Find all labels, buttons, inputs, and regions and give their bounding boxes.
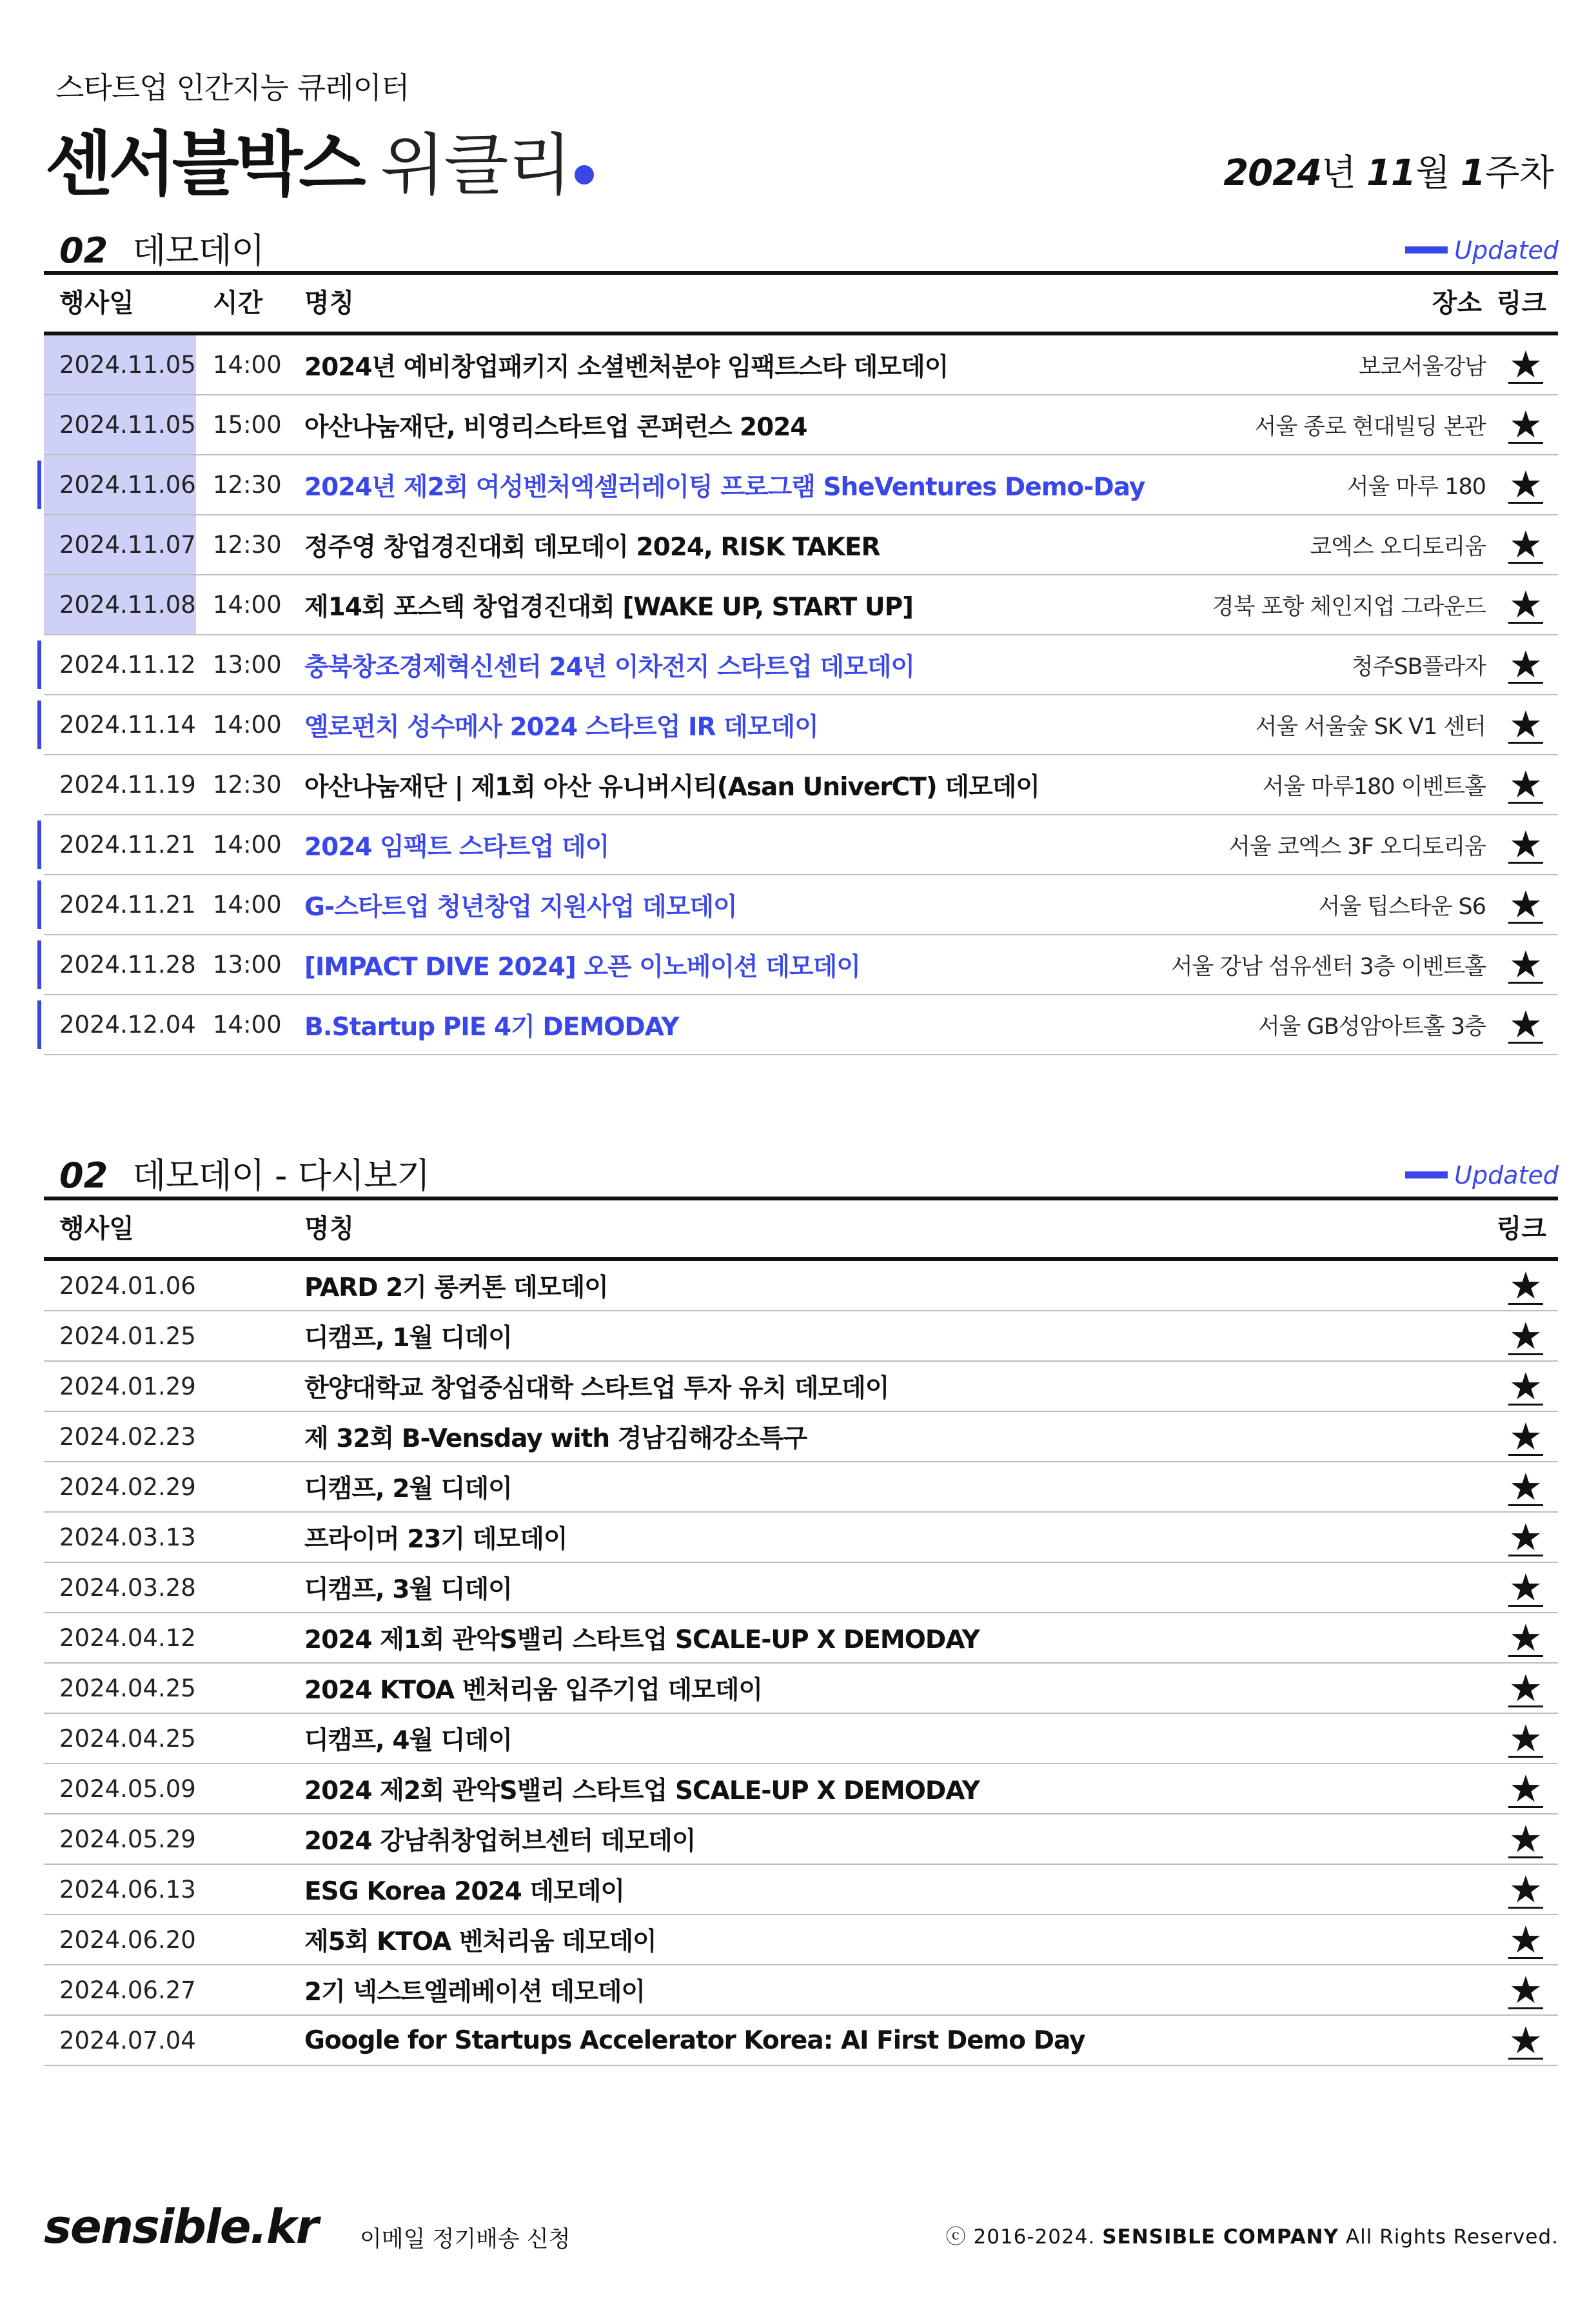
event-time: 13:00 <box>213 951 282 979</box>
table-row <box>44 695 1558 755</box>
event-date: 2024.11.08 <box>44 575 196 634</box>
link-star-icon[interactable]: ★ <box>1506 1261 1545 1310</box>
header-subtitle: 스타트업 인간지능 큐레이터 <box>55 70 409 105</box>
event-name: 아산나눔재단, 비영리스타트업 콘퍼런스 2024 <box>304 412 807 442</box>
link-star-icon[interactable]: ★ <box>1506 575 1545 634</box>
event-date: 2024.03.28 <box>59 1573 196 1602</box>
link-star-icon[interactable]: ★ <box>1506 875 1545 934</box>
week-label: 2024년 11월 1주차 <box>1223 152 1553 194</box>
event-date: 2024.06.13 <box>59 1875 196 1903</box>
new-marker <box>37 820 41 869</box>
event-date: 2024.05.29 <box>59 1825 196 1853</box>
event-name[interactable]: 2024년 제2회 여성벤처엑셀러레이팅 프로그램 SheVentures Demo-Day <box>304 472 1145 502</box>
link-star-icon[interactable]: ★ <box>1506 1412 1545 1461</box>
event-name: 디캠프, 2월 디데이 <box>304 1475 512 1504</box>
event-date: 2024.06.27 <box>59 1976 196 2004</box>
demoday-table-header: 행사일 시간 명칭 장소 링크 <box>44 271 1558 335</box>
table-row <box>44 1513 1558 1563</box>
link-star-icon[interactable]: ★ <box>1506 1513 1545 1562</box>
event-date: 2024.01.06 <box>59 1271 196 1300</box>
section1-updated-badge: Updated <box>1405 236 1559 264</box>
table-row <box>44 2016 1558 2066</box>
section2-title: 02 데모데이 - 다시보기 <box>59 1155 430 1196</box>
event-name: 2024 제2회 관악S밸리 스타트업 SCALE-UP X DEMODAY <box>304 1776 980 1805</box>
event-date: 2024.11.05 <box>44 335 196 394</box>
event-name: 2기 넥스트엘레베이션 데모데이 <box>304 1978 645 2007</box>
demoday-table <box>44 271 1558 1055</box>
link-star-icon[interactable]: ★ <box>1506 1714 1545 1763</box>
subscribe-link[interactable]: 이메일 정기배송 신청 <box>360 2227 571 2252</box>
event-place: 서울 마루 180 <box>1346 473 1486 500</box>
link-star-icon[interactable]: ★ <box>1506 755 1545 814</box>
table-row <box>44 515 1558 575</box>
link-star-icon[interactable]: ★ <box>1506 335 1545 394</box>
link-star-icon[interactable]: ★ <box>1506 1865 1545 1914</box>
event-name[interactable]: B.Startup PIE 4기 DEMODAY <box>304 1012 679 1042</box>
event-time: 12:30 <box>213 771 282 799</box>
table-row <box>44 1261 1558 1311</box>
event-name: 제5회 KTOA 벤처리움 데모데이 <box>304 1927 656 1956</box>
event-name: 프라이머 23기 데모데이 <box>304 1525 567 1554</box>
link-star-icon[interactable]: ★ <box>1506 815 1545 874</box>
replay-table-header: 행사일 명칭 링크 <box>44 1197 1558 1261</box>
table-row <box>44 1714 1558 1764</box>
event-date: 2024.11.28 <box>59 951 196 979</box>
table-row <box>44 1563 1558 1613</box>
link-star-icon[interactable]: ★ <box>1506 2016 1545 2065</box>
event-name: 디캠프, 4월 디데이 <box>304 1726 512 1755</box>
event-date: 2024.04.25 <box>59 1674 196 1702</box>
table-row <box>44 995 1558 1055</box>
event-place: 코엑스 오디토리움 <box>1310 533 1486 560</box>
copyright: ⓒ 2016-2024. SENSIBLE COMPANY All Rights Reserved. <box>945 2225 1559 2249</box>
event-name: 2024년 예비창업패키지 소셜벤처분야 임팩트스타 데모데이 <box>304 352 949 382</box>
event-name: 제14회 포스텍 창업경진대회 [WAKE UP, START UP] <box>304 592 914 622</box>
event-date: 2024.02.23 <box>59 1422 196 1451</box>
link-star-icon[interactable]: ★ <box>1506 1764 1545 1813</box>
event-name: 2024 강남취창업허브센터 데모데이 <box>304 1827 696 1856</box>
updated-bar-icon <box>1405 246 1448 253</box>
link-star-icon[interactable]: ★ <box>1506 635 1545 694</box>
event-time: 14:00 <box>213 891 282 919</box>
event-name[interactable]: G-스타트업 청년창업 지원사업 데모데이 <box>304 892 737 922</box>
event-date: 2024.04.12 <box>59 1624 196 1652</box>
link-star-icon[interactable]: ★ <box>1506 695 1545 754</box>
link-star-icon[interactable]: ★ <box>1506 1311 1545 1360</box>
event-place: 경북 포항 체인지업 그라운드 <box>1212 593 1486 620</box>
event-date: 2024.11.06 <box>44 455 196 514</box>
event-place: 서울 팁스타운 S6 <box>1318 893 1486 920</box>
table-row <box>44 875 1558 935</box>
link-star-icon[interactable]: ★ <box>1506 1664 1545 1713</box>
table-row <box>44 755 1558 815</box>
table-row <box>44 575 1558 635</box>
link-star-icon[interactable]: ★ <box>1506 1362 1545 1411</box>
event-place: 서울 서울숲 SK V1 센터 <box>1255 713 1486 740</box>
event-date: 2024.01.29 <box>59 1372 196 1400</box>
event-place: 청주SB플라자 <box>1351 653 1486 680</box>
link-star-icon[interactable]: ★ <box>1506 935 1545 994</box>
event-place: 서울 코엑스 3F 오디토리움 <box>1228 833 1486 860</box>
event-time: 12:30 <box>213 471 282 499</box>
table-row <box>44 1764 1558 1814</box>
updated-bar-icon <box>1405 1171 1448 1178</box>
event-date: 2024.11.05 <box>44 395 196 454</box>
event-time: 13:00 <box>213 651 282 679</box>
new-marker <box>37 880 41 929</box>
event-date: 2024.11.12 <box>59 651 196 679</box>
link-star-icon[interactable]: ★ <box>1506 395 1545 454</box>
event-date: 2024.07.04 <box>59 2026 196 2054</box>
table-row <box>44 1865 1558 1915</box>
event-date: 2024.05.09 <box>59 1774 196 1803</box>
table-row <box>44 1412 1558 1462</box>
table-row <box>44 1462 1558 1513</box>
event-date: 2024.11.07 <box>44 515 196 574</box>
table-row <box>44 395 1558 455</box>
event-date: 2024.04.25 <box>59 1724 196 1753</box>
link-star-icon[interactable]: ★ <box>1506 1965 1545 2014</box>
event-date: 2024.01.25 <box>59 1322 196 1350</box>
table-row <box>44 1664 1558 1714</box>
event-date: 2024.11.21 <box>59 891 196 919</box>
new-marker <box>37 701 41 749</box>
event-name: 제 32회 B-Vensday with 경남김해강소특구 <box>304 1424 807 1453</box>
event-time: 14:00 <box>213 351 282 379</box>
brand-dot-icon <box>575 165 594 184</box>
event-name: 아산나눔재단 | 제1회 아산 유니버시티(Asan UniverCT) 데모데이 <box>304 772 1039 802</box>
table-row <box>44 1362 1558 1412</box>
event-date: 2024.11.19 <box>59 771 196 799</box>
replay-table <box>44 1197 1558 2066</box>
event-time: 14:00 <box>213 831 282 859</box>
link-star-icon[interactable]: ★ <box>1506 1462 1545 1511</box>
new-marker <box>37 940 41 989</box>
event-place: 서울 강남 섬유센터 3층 이벤트홀 <box>1170 953 1486 980</box>
event-date: 2024.06.20 <box>59 1925 196 1954</box>
table-row <box>44 935 1558 995</box>
event-name: 2024 KTOA 벤처리움 입주기업 데모데이 <box>304 1676 763 1705</box>
event-name[interactable]: 옐로펀치 성수메사 2024 스타트업 IR 데모데이 <box>304 712 818 742</box>
link-star-icon[interactable]: ★ <box>1506 455 1545 514</box>
table-row <box>44 1613 1558 1664</box>
demoday-table-body <box>44 335 1558 1055</box>
event-name: Google for Startups Accelerator Korea: AI First Demo Day <box>304 2025 1085 2055</box>
event-place: 보코서울강남 <box>1359 353 1486 380</box>
event-date: 2024.11.21 <box>59 831 196 859</box>
event-place: 서울 종로 현대빌딩 본관 <box>1254 413 1486 440</box>
table-row <box>44 635 1558 695</box>
table-row <box>44 455 1558 515</box>
event-name: ESG Korea 2024 데모데이 <box>304 1877 625 1906</box>
event-date: 2024.02.29 <box>59 1473 196 1501</box>
event-name[interactable]: [IMPACT DIVE 2024] 오픈 이노베이션 데모데이 <box>304 952 860 982</box>
event-date: 2024.11.14 <box>59 711 196 739</box>
table-row <box>44 1915 1558 1965</box>
brand-light: 위클리 <box>380 126 571 204</box>
section1-title: 02 데모데이 <box>59 230 264 271</box>
event-date: 2024.03.13 <box>59 1523 196 1551</box>
event-place: 서울 GB성암아트홀 3층 <box>1257 1013 1486 1040</box>
event-name: 2024 제1회 관악S밸리 스타트업 SCALE-UP X DEMODAY <box>304 1625 980 1655</box>
brand-title <box>45 108 594 208</box>
event-time: 14:00 <box>213 1011 282 1039</box>
event-time: 14:00 <box>213 711 282 739</box>
event-place: 서울 마루180 이벤트홀 <box>1262 773 1486 800</box>
replay-table-body <box>44 1261 1558 2066</box>
table-row <box>44 1311 1558 1362</box>
event-name[interactable]: 충북창조경제혁신센터 24년 이차전지 스타트업 데모데이 <box>304 652 915 682</box>
footer-logo[interactable]: sensible.kr <box>44 2200 318 2254</box>
event-name[interactable]: 2024 임팩트 스타트업 데이 <box>304 832 609 862</box>
brand-bold: 센서블박스 <box>45 124 362 205</box>
event-date: 2024.12.04 <box>59 1011 196 1039</box>
table-row <box>44 815 1558 875</box>
new-marker <box>37 641 41 689</box>
table-row <box>44 335 1558 395</box>
link-star-icon[interactable]: ★ <box>1506 1915 1545 1964</box>
event-time: 12:30 <box>213 531 282 559</box>
new-marker <box>37 1000 41 1049</box>
event-name: 한양대학교 창업중심대학 스타트업 투자 유치 데모데이 <box>304 1374 889 1403</box>
event-time: 14:00 <box>213 591 282 619</box>
event-name: 디캠프, 1월 디데이 <box>304 1324 512 1353</box>
section2-updated-badge: Updated <box>1405 1161 1559 1189</box>
link-star-icon[interactable]: ★ <box>1506 1613 1545 1662</box>
event-name: 정주영 창업경진대회 데모데이 2024, RISK TAKER <box>304 532 880 562</box>
table-row <box>44 1965 1558 2016</box>
table-row <box>44 1814 1558 1865</box>
event-name: PARD 2기 롱커톤 데모데이 <box>304 1273 608 1302</box>
link-star-icon[interactable]: ★ <box>1506 515 1545 574</box>
link-star-icon[interactable]: ★ <box>1506 1814 1545 1864</box>
link-star-icon[interactable]: ★ <box>1506 1563 1545 1612</box>
link-star-icon[interactable]: ★ <box>1506 995 1545 1054</box>
event-time: 15:00 <box>213 411 282 439</box>
new-marker <box>37 461 41 509</box>
event-name: 디캠프, 3월 디데이 <box>304 1575 512 1604</box>
